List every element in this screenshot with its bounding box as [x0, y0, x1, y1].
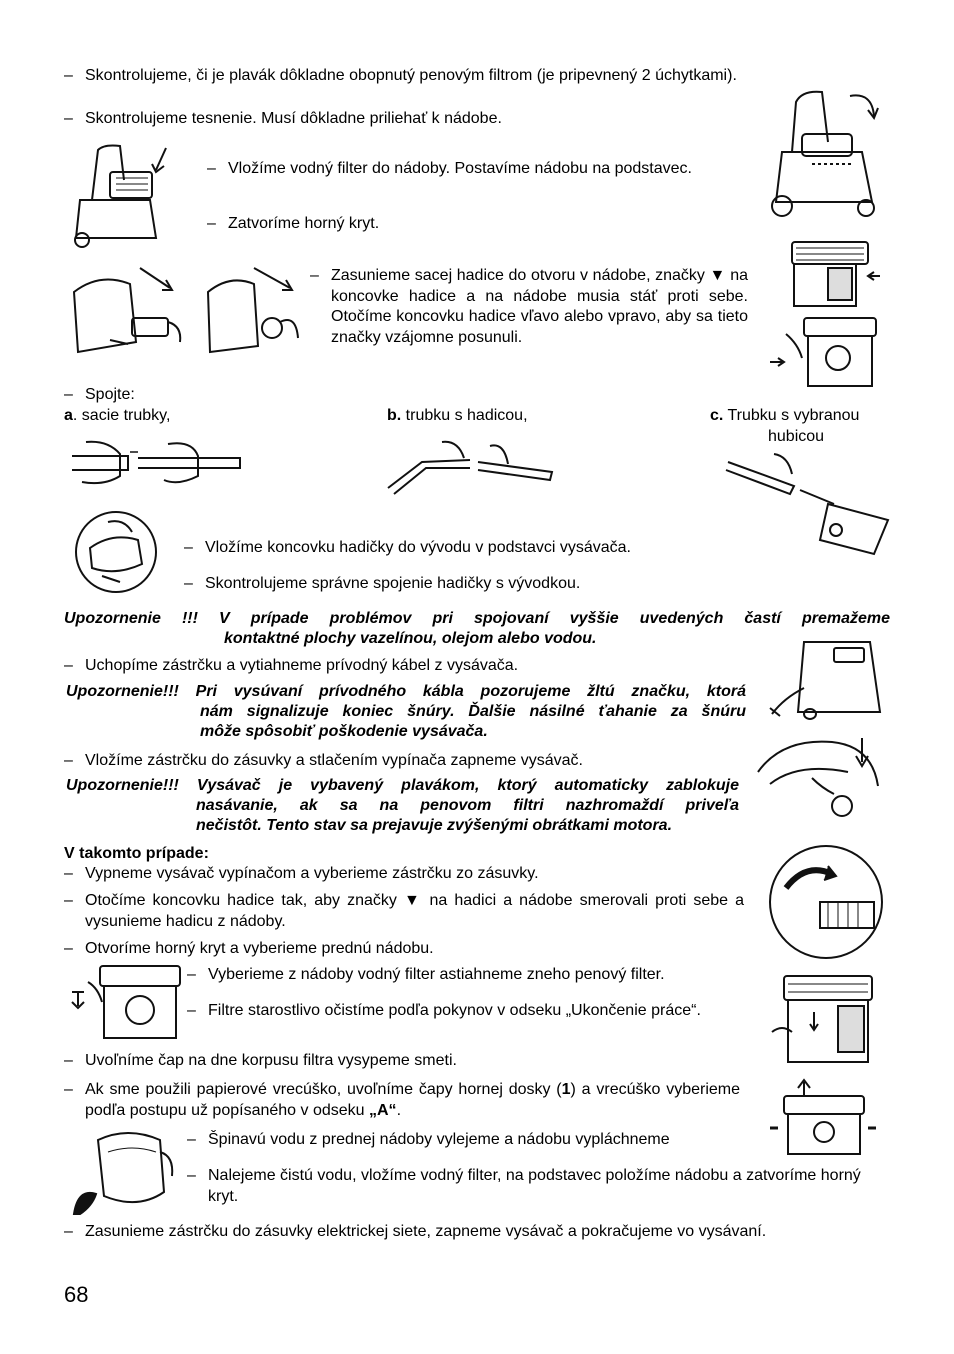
instruction-connect: – Spojte: — [64, 386, 135, 403]
instruction-seal-check: – Skontrolujeme tesnenie. Musí dôkladne priliehať k nádobe. — [64, 110, 502, 127]
clean-filters-illustration — [766, 972, 882, 1068]
connect-option-c-line2: hubicou — [768, 428, 825, 445]
vacuum-insert-filter-illustration — [70, 140, 185, 250]
container-seal-illustration — [764, 314, 882, 392]
tube-connect-illustration-b — [382, 432, 558, 498]
warning-lubricate-line2: kontaktné plochy vazelínou, olejom alebo vodou. — [224, 630, 597, 647]
instruction-release-pin: – Uvoľníme čap na dne korpusu filtra vysypeme smeti. — [64, 1052, 457, 1069]
connect-option-c: c. Trubku s vybranou — [710, 407, 860, 424]
connect-option-b: b. trubku s hadicou, — [387, 407, 528, 424]
warning-cable-line2: nám signalizuje koniec šnúry. Ďalšie násilné ťahanie za šnúru — [200, 703, 746, 720]
rotate-hose-illustration — [766, 842, 886, 962]
instruction-switch-off: – Vypneme vysávač vypínačom a vyberieme zástrčku zo zásuvky. — [64, 865, 539, 882]
instruction-close-cover: – Zatvoríme horný kryt. — [207, 215, 380, 232]
instruction-insert-hose: – Zasunieme sacej hadice do otvoru v nádobe, značky ▼ na koncovke hadice a na nádobe musia stáť proti sebe. Otočíme koncovku hadice vľavo alebo vpravo, aby sa tieto značky vzájomne posunuli. — [310, 267, 748, 346]
instruction-pull-cable: – Uchopíme zástrčku a vytiahneme prívodný kábel z vysávača. — [64, 657, 519, 674]
instruction-resume-vacuuming: – Zasunieme zástrčku do zásuvky elektrickej siete, zapneme vysávač a pokračujeme vo vysávaní. — [64, 1223, 767, 1240]
remove-filter-illustration — [68, 962, 184, 1042]
outlet-hose-illustration — [72, 508, 160, 594]
instruction-paper-bag: – Ak sme použili papierové vrecúško, uvoľníme čapy hornej dosky (1) a vrecúško vyberieme podľa postupu už popísaného v odseku „A“. — [64, 1081, 741, 1119]
instruction-plug-in: – Vložíme zástrčku do zásuvky a stlačením vypínača zapneme vysávač. — [64, 752, 583, 769]
instruction-remove-filter: – Vyberieme z nádoby vodný filter astiahneme zneho penový filter. — [187, 966, 665, 983]
instruction-check-tube-connection: – Skontrolujeme správne spojenie hadičky s vývodkou. — [184, 575, 581, 592]
section-heading: V takomto prípade: — [64, 845, 209, 862]
instruction-rotate-hose: – Otočíme koncovku hadice tak, aby značky ▼ na hadici a nádobe smerovali proti sebe a vysunieme hadicu z nádoby. — [64, 892, 744, 930]
connect-option-a: a. sacie trubky, — [64, 407, 171, 424]
empty-water-illustration — [68, 1122, 180, 1218]
brush-connect-illustration-c — [724, 450, 894, 560]
instruction-clean-filters: – Filtre starostlivo očistíme podľa pokynov v odseku „Ukončenie práce“. — [187, 1002, 701, 1019]
warning-float-line2: nasávanie, ak sa na penovom filtri nazhromaždí priveľa — [196, 797, 739, 814]
filter-container-illustration — [782, 236, 882, 314]
instruction-float-check: – Skontrolujeme, či je plavák dôkladne obopnutý penovým filtrom (je pripevnený 2 úchytkami). — [64, 67, 737, 84]
vacuum-open-lid-illustration — [762, 82, 884, 222]
warning-cable-line1: Upozornenie!!! Pri vysúvaní prívodného kábla pozorujeme žltú značku, ktorá — [66, 683, 746, 700]
instruction-refill-water: – Nalejeme čistú vodu, vložíme vodný filter, na podstavec položíme nádobu a zatvoríme horný kryt. — [187, 1167, 861, 1205]
instruction-empty-water: – Špinavú vodu z prednej nádoby vylejeme a nádobu vypláchneme — [187, 1131, 670, 1148]
warning-cable-line3: môže spôsobiť poškodenie vysávača. — [200, 723, 488, 740]
instruction-insert-filter: – Vložíme vodný filter do nádoby. Postavíme nádobu na podstavec. — [207, 160, 692, 177]
hose-insert-illustration-2 — [204, 262, 304, 362]
warning-float-line3: nečistôt. Tento stav sa prejavuje zvýšenými obrátkami motora. — [196, 817, 673, 834]
instruction-insert-tube-end: – Vložíme koncovku hadičky do vývodu v podstavci vysávača. — [184, 539, 631, 556]
instruction-open-cover: – Otvoríme horný kryt a vyberieme prednú nádobu. — [64, 940, 434, 957]
warning-lubricate-line1: Upozornenie !!! V prípade problémov pri spojovaní vyššie uvedených častí premažeme — [64, 610, 890, 627]
switch-on-illustration — [752, 732, 884, 828]
tube-connect-illustration-a — [68, 432, 244, 490]
warning-float-line1: Upozornenie!!! Vysávač je vybavený plavákom, ktorý automaticky zablokuje — [66, 777, 739, 794]
vacuum-cable-illustration — [764, 628, 888, 720]
paper-bag-illustration — [764, 1074, 882, 1158]
page-number: 68 — [64, 1282, 89, 1307]
hose-insert-illustration-1 — [70, 262, 188, 362]
